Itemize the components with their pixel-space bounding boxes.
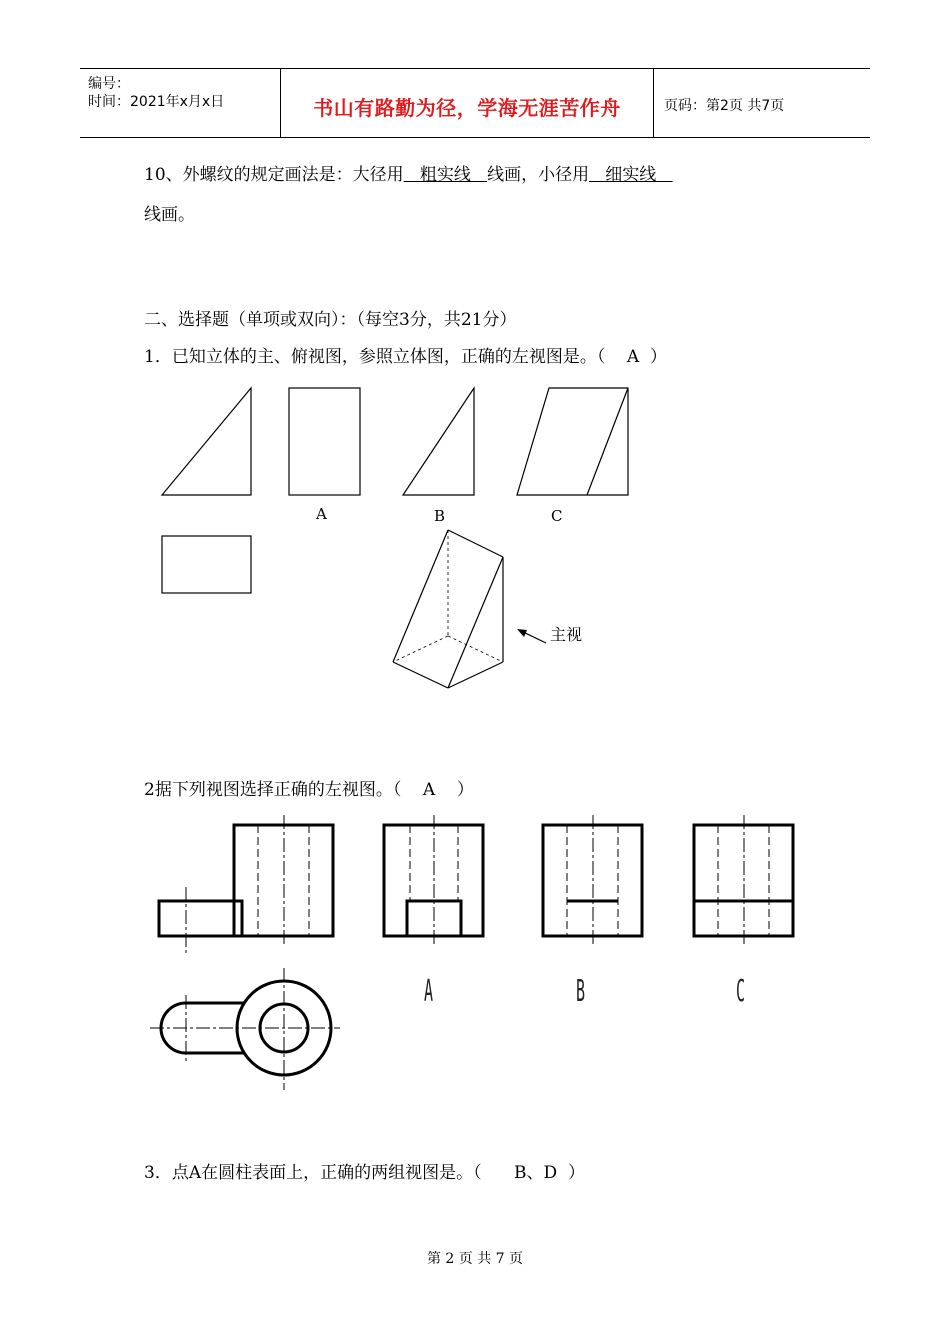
q2-option-c-label: C xyxy=(736,974,746,1009)
q10-prefix: 10、外螺纹的规定画法是：大径用 xyxy=(144,165,404,185)
q2-option-c-view xyxy=(694,815,793,946)
header-page-info: 页码：第2页 共7页 xyxy=(664,98,785,114)
header-motto: 书山有路勤为径，学海无涯苦作舟 xyxy=(313,96,621,120)
q1-option-a-label: A xyxy=(316,505,327,523)
q2-option-b-label: B xyxy=(576,974,586,1009)
q10-middle: 线画，小径用 xyxy=(487,165,590,185)
q10-answer-major: 粗实线 xyxy=(403,165,488,185)
page-footer: 第 2 页 共 7 页 xyxy=(426,1251,524,1267)
q2-option-b-view xyxy=(543,815,642,946)
question-2-text: 2据下列视图选择正确的左视图。（ A ） xyxy=(144,780,474,800)
question-10-line2: 线画。 xyxy=(144,205,195,225)
section-2-title: 二、选择题（单项或双向）：（每空3分，共21分） xyxy=(144,310,517,330)
question-3-text: 3．点A在圆柱表面上，正确的两组视图是。（ B、D ） xyxy=(144,1163,585,1183)
q2-front-view xyxy=(159,815,333,955)
q1-option-b-label: B xyxy=(434,507,446,525)
q1-option-c-label: C xyxy=(551,507,563,525)
question-1-text: 1．已知立体的主、俯视图，参照立体图，正确的左视图是。（ A ） xyxy=(144,347,668,367)
doc-time-label: 时间：2021年x月x日 xyxy=(88,94,225,110)
q2-option-a-view xyxy=(384,815,483,946)
q10-answer-minor: 细实线 xyxy=(589,165,673,185)
q2-option-a-label: A xyxy=(424,974,434,1009)
q1-arrow-label: 主视 xyxy=(550,625,583,644)
q2-top-view xyxy=(150,968,340,1090)
doc-number-label: 编号： xyxy=(88,76,130,92)
